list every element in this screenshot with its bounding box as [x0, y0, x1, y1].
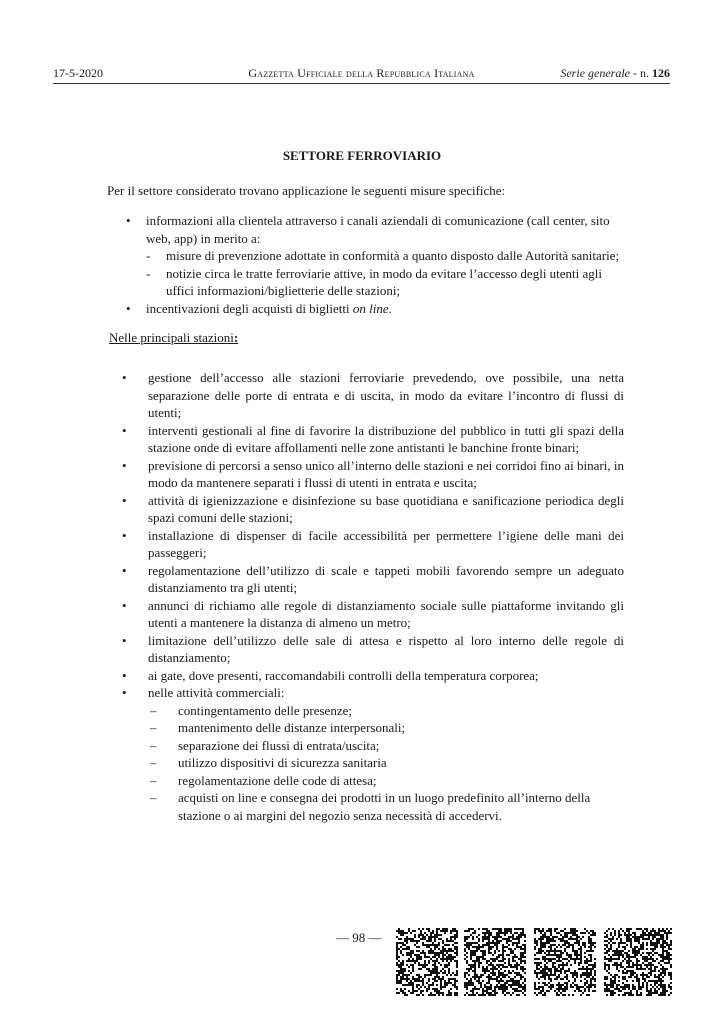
barcode-1-graphic: [396, 928, 458, 996]
list-item: [118, 632, 624, 667]
list-item: [108, 212, 628, 247]
list-item: [118, 369, 624, 422]
list-item-suffix: .: [388, 300, 392, 316]
dash-marker: -: [146, 265, 151, 281]
list-item: [118, 457, 624, 492]
list-item: [118, 597, 624, 632]
bullet-marker: •: [122, 562, 127, 578]
barcode-4-graphic: [604, 928, 672, 996]
barcode-3-graphic: [534, 928, 596, 996]
endash-marker: –: [150, 772, 157, 788]
section-title: SETTORE FERROVIARIO: [282, 148, 442, 163]
list-item-text: gestione dell’accesso alle stazioni ferroviarie prevedendo, ove possibile, una netta separazione delle porte di entrata e di uscita, in modo da evitare l’incontro di flussi di utenti;: [148, 370, 624, 420]
list-item-text: ai gate, dove presenti, raccomandabili controlli della temperatura corporea;: [148, 667, 539, 683]
list-item-text: [146, 301, 392, 316]
subsection-heading-colon: :: [233, 330, 239, 345]
bullet-marker: •: [122, 667, 127, 683]
list-item: [118, 527, 624, 562]
sub-list-item: [148, 789, 624, 824]
endash-marker: –: [150, 737, 157, 753]
sub-list-item-text: utilizzo dispositivi di sicurezza sanitaria: [178, 755, 387, 770]
bullet-marker: •: [122, 597, 127, 613]
online-italic: on line: [352, 300, 389, 316]
list-item: [108, 300, 628, 318]
sub-list-item-text: separazione dei flussi di entrata/uscita;: [178, 737, 380, 753]
dash-marker: -: [146, 248, 151, 263]
page-header: [53, 66, 670, 82]
sub-list-item-text: notizie circa le tratte ferroviarie attive, in modo da evitare l’accesso degli utenti agli uffici informazioni/biglietterie delle stazioni;: [166, 265, 603, 298]
measures-list: [108, 212, 628, 317]
page-number: — 98 —: [336, 930, 382, 945]
list-item-text: annunci di richiamo alle regole di distanziamento sociale sulle piattaforme invitando gli utenti a mantenere la distanza di almeno un metro;: [148, 597, 624, 630]
header-gazette-title: Gazzetta Ufficiale della Repubblica Italiana: [248, 66, 475, 80]
sub-list-item-text: contingentamento delle presenze;: [178, 702, 352, 718]
sub-list-item: [148, 772, 624, 790]
header-series: [560, 66, 670, 81]
endash-marker: –: [150, 702, 157, 718]
list-item: [118, 562, 624, 597]
header-series-sep: - n.: [630, 66, 652, 80]
bullet-marker: •: [122, 422, 127, 438]
list-item: [118, 492, 624, 527]
subsection-heading: [109, 329, 238, 347]
list-item-text: nelle attività commerciali:: [148, 685, 285, 700]
bullet-marker: •: [122, 527, 127, 543]
list-item-text: installazione di dispenser di facile accessibilità per permettere l’igiene delle mani dei passeggeri;: [148, 527, 624, 560]
sub-list-item: [148, 719, 624, 737]
header-date: 17-5-2020: [53, 66, 103, 80]
endash-marker: –: [150, 790, 157, 805]
bullet-marker: •: [122, 632, 127, 648]
endash-marker: –: [150, 720, 157, 735]
list-item-text: attività di igienizzazione e disinfezione su base quotidiana e sanificazione periodica degli spazi comuni delle stazioni;: [148, 492, 624, 525]
stations-list: [118, 369, 624, 824]
header-rule: [53, 83, 670, 84]
sub-list-item: [148, 754, 624, 772]
list-item-text: previsione di percorsi a senso unico all’interno delle stazioni e nei corridoi fino ai binari, in modo da mantenere separati i flussi di utenti in entrata e uscita;: [148, 457, 624, 490]
header-series-label: Serie generale: [560, 66, 630, 80]
list-item-text: interventi gestionali al fine di favorire la distribuzione del pubblico in tutti gli spazi della stazione onde di evitare affollamenti nelle zone antistanti le banchine fronte binari;: [148, 422, 624, 455]
endash-marker: –: [150, 755, 157, 770]
sub-list-item-text: misure di prevenzione adottate in conformità a quanto disposto dalle Autorità sanitarie;: [166, 248, 620, 263]
list-item-prefix: incentivazioni degli acquisti di biglietti: [146, 300, 353, 316]
header-series-number: 126: [652, 66, 670, 80]
sub-list-item: [146, 265, 628, 300]
subsection-heading-text: Nelle principali stazioni: [109, 330, 234, 345]
list-item-text: limitazione dell’utilizzo delle sale di attesa e rispetto al loro interno delle regole di distanziamento;: [148, 632, 624, 665]
sub-list-item-text: mantenimento delle distanze interpersonali;: [178, 720, 406, 735]
intro-paragraph: Per il settore considerato trovano applicazione le seguenti misure specifiche:: [107, 183, 506, 198]
barcode-1: [396, 928, 458, 996]
barcode-2: [464, 928, 526, 996]
list-item-text: regolamentazione dell’utilizzo di scale e tappeti mobili favorendo sempre un adeguato distanziamento tra gli utenti;: [148, 562, 624, 595]
list-item: [118, 667, 624, 685]
sub-list-item: [148, 737, 624, 755]
bullet-marker: •: [126, 300, 131, 316]
barcode-4: [604, 928, 672, 996]
bullet-marker: •: [122, 492, 127, 508]
bullet-marker: •: [122, 457, 127, 473]
sub-list-item: [146, 247, 628, 265]
barcode-3: [534, 928, 596, 996]
list-item: [118, 684, 624, 702]
barcode-2-graphic: [464, 928, 526, 996]
bullet-marker: •: [126, 213, 131, 228]
sub-list-item-text: regolamentazione delle code di attesa;: [178, 772, 377, 788]
bullet-marker: •: [122, 685, 127, 700]
sub-list-item-text: acquisti on line e consegna dei prodotti in un luogo predefinito all’interno della stazione o ai margini del negozio senza necessità di accedervi.: [178, 790, 591, 823]
list-item-text: informazioni alla clientela attraverso i canali aziendali di comunicazione (call center, sito web, app) in merito a:: [146, 213, 610, 246]
bullet-marker: •: [122, 370, 127, 385]
sub-list-item: [148, 702, 624, 720]
list-item: [118, 422, 624, 457]
